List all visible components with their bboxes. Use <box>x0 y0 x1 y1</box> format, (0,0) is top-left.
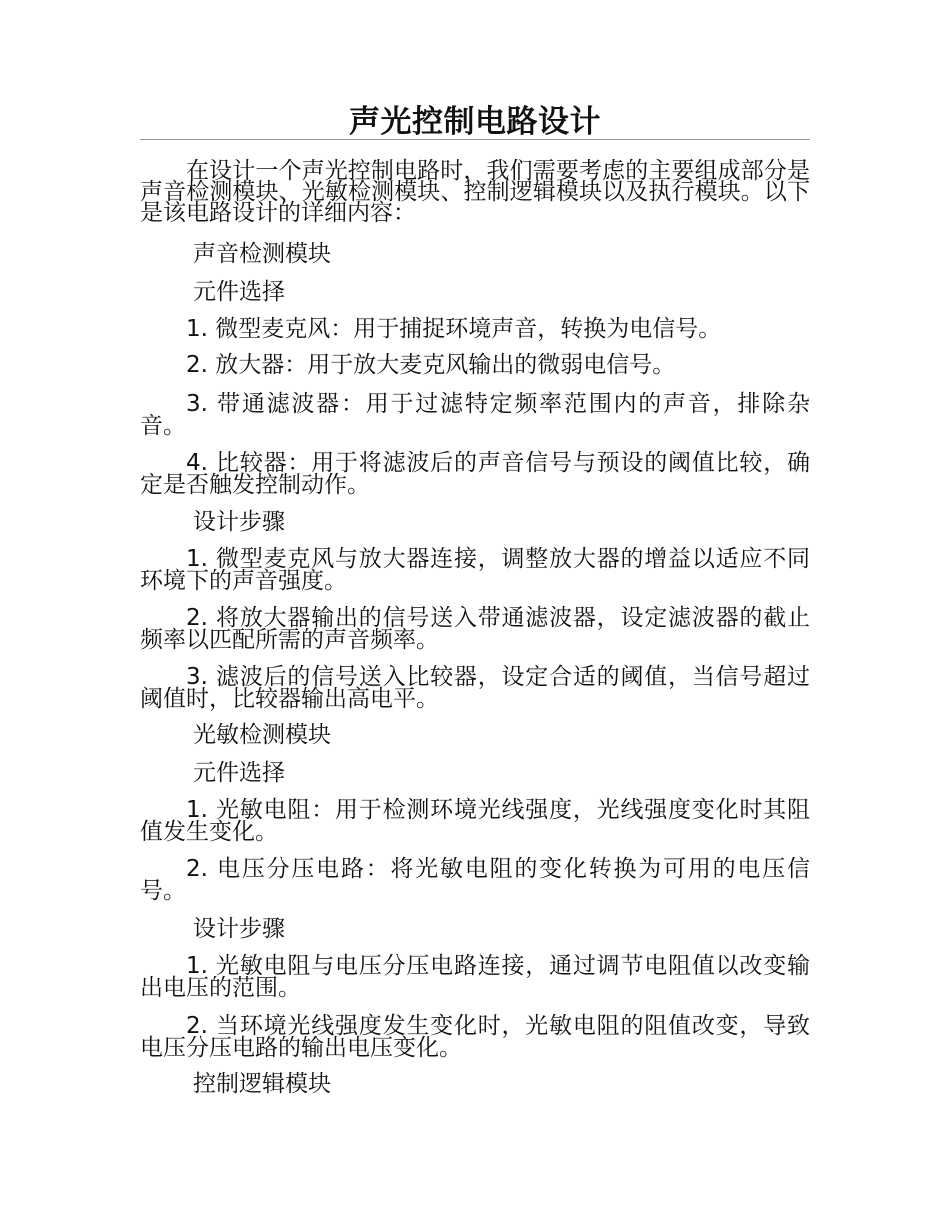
sound-component-item: 2. 放大器：用于放大麦克风输出的微弱电信号。 <box>186 352 676 378</box>
section-heading-logic: 控制逻辑模块 <box>193 1071 331 1097</box>
title-underline <box>140 139 810 140</box>
sound-component-item: 4. 比较器：用于将滤波后的声音信号与预设的阈值比较，确定是否触发控制动作。 <box>140 450 810 498</box>
subheading-light-steps: 设计步骤 <box>193 916 285 942</box>
section-heading-light: 光敏检测模块 <box>193 722 331 748</box>
intro-paragraph: 在设计一个声光控制电路时，我们需要考虑的主要组成部分是声音检测模块、光敏检测模块、控制逻辑模块以及执行模块。以下是该电路设计的详细内容： <box>140 158 810 226</box>
subheading-light-components: 元件选择 <box>193 760 285 786</box>
document-title: 声光控制电路设计 <box>349 104 601 140</box>
section-heading-sound: 声音检测模块 <box>193 241 331 267</box>
light-component-item: 2. 电压分压电路：将光敏电阻的变化转换为可用的电压信号。 <box>140 856 810 904</box>
light-step-item: 1. 光敏电阻与电压分压电路连接，通过调节电阻值以改变输出电压的范围。 <box>140 953 810 1001</box>
sound-component-item: 1. 微型麦克风：用于捕捉环境声音，转换为电信号。 <box>186 316 722 342</box>
sound-component-item: 3. 带通滤波器：用于过滤特定频率范围内的声音，排除杂音。 <box>140 391 810 439</box>
sound-step-item: 2. 将放大器输出的信号送入带通滤波器，设定滤波器的截止频率以匹配所需的声音频率。 <box>140 605 810 653</box>
sound-step-item: 3. 滤波后的信号送入比较器，设定合适的阈值，当信号超过阈值时，比较器输出高电平。 <box>140 664 810 712</box>
sound-step-item: 1. 微型麦克风与放大器连接，调整放大器的增益以适应不同环境下的声音强度。 <box>140 546 810 594</box>
subheading-sound-components: 元件选择 <box>193 279 285 305</box>
subheading-sound-steps: 设计步骤 <box>193 509 285 535</box>
light-step-item: 2. 当环境光线强度发生变化时，光敏电阻的阻值改变，导致电压分压电路的输出电压变化。 <box>140 1013 810 1061</box>
light-component-item: 1. 光敏电阻：用于检测环境光线强度，光线强度变化时其阻值发生变化。 <box>140 797 810 845</box>
